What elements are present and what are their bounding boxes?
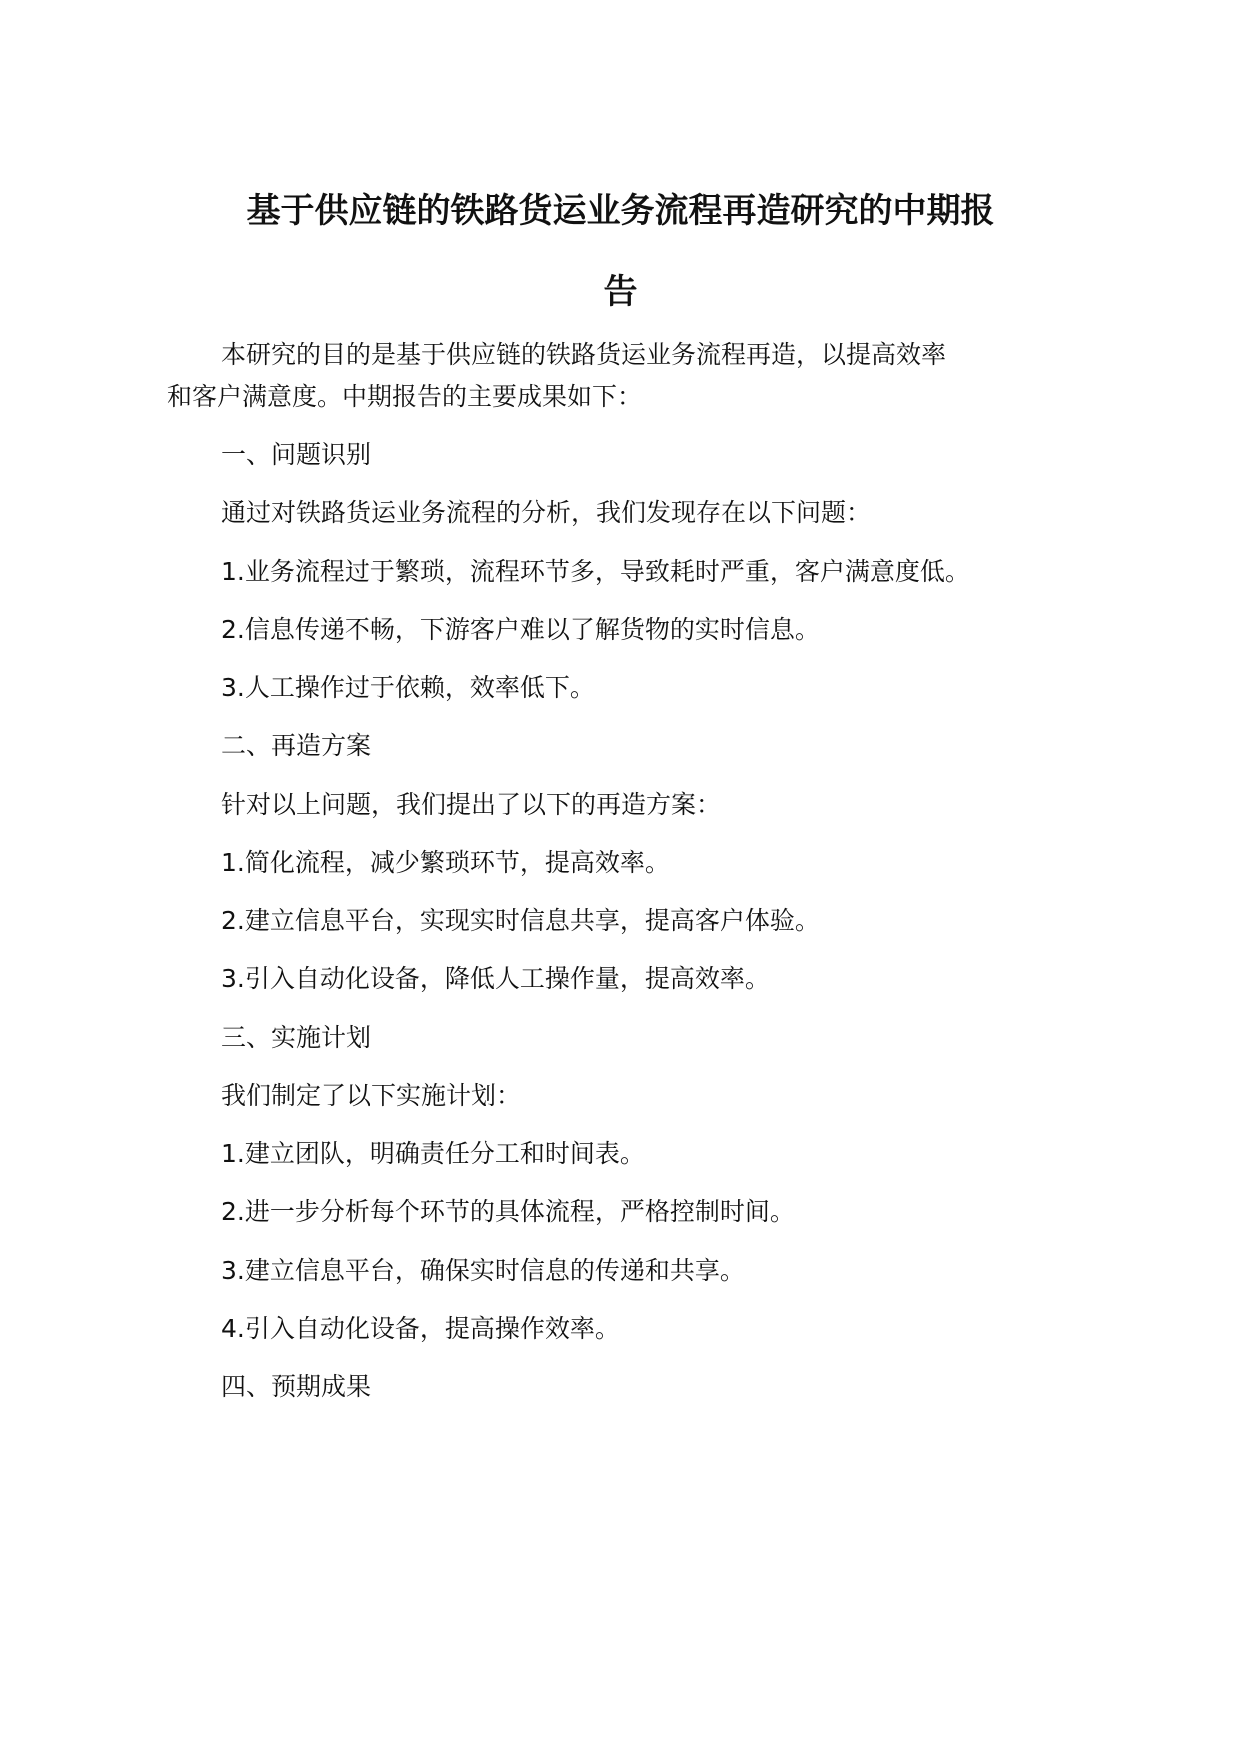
section-lead-problems: 通过对铁路货运业务流程的分析，我们发现存在以下问题：	[221, 498, 872, 527]
document-title-line-1: 基于供应链的铁路货运业务流程再造研究的中期报	[246, 191, 995, 231]
section-heading-problems: 一、问题识别	[221, 440, 372, 469]
plan-item-3: 3.引入自动化设备，降低人工操作量，提高效率。	[221, 964, 770, 993]
problem-item-2: 2.信息传递不畅，下游客户难以了解货物的实时信息。	[221, 615, 820, 644]
document-title-line-2: 告	[603, 272, 638, 312]
section-heading-outcomes: 四、预期成果	[221, 1372, 372, 1401]
schedule-item-2: 2.进一步分析每个环节的具体流程，严格控制时间。	[221, 1197, 795, 1226]
intro-line-1: 本研究的目的是基于供应链的铁路货运业务流程再造，以提高效率	[221, 340, 947, 369]
problem-item-3: 3.人工操作过于依赖，效率低下。	[221, 673, 595, 702]
intro-line-2: 和客户满意度。中期报告的主要成果如下：	[167, 382, 643, 411]
section-heading-schedule: 三、实施计划	[221, 1023, 372, 1052]
plan-item-2: 2.建立信息平台，实现实时信息共享，提高客户体验。	[221, 906, 820, 935]
section-lead-plan: 针对以上问题，我们提出了以下的再造方案：	[221, 790, 722, 819]
plan-item-1: 1.简化流程，减少繁琐环节，提高效率。	[221, 848, 670, 877]
schedule-item-1: 1.建立团队，明确责任分工和时间表。	[221, 1139, 645, 1168]
section-lead-schedule: 我们制定了以下实施计划：	[221, 1081, 522, 1110]
problem-item-1: 1.业务流程过于繁琐，流程环节多，导致耗时严重，客户满意度低。	[221, 557, 970, 586]
schedule-item-4: 4.引入自动化设备，提高操作效率。	[221, 1314, 620, 1343]
schedule-item-3: 3.建立信息平台，确保实时信息的传递和共享。	[221, 1256, 745, 1285]
section-heading-plan: 二、再造方案	[221, 731, 372, 760]
